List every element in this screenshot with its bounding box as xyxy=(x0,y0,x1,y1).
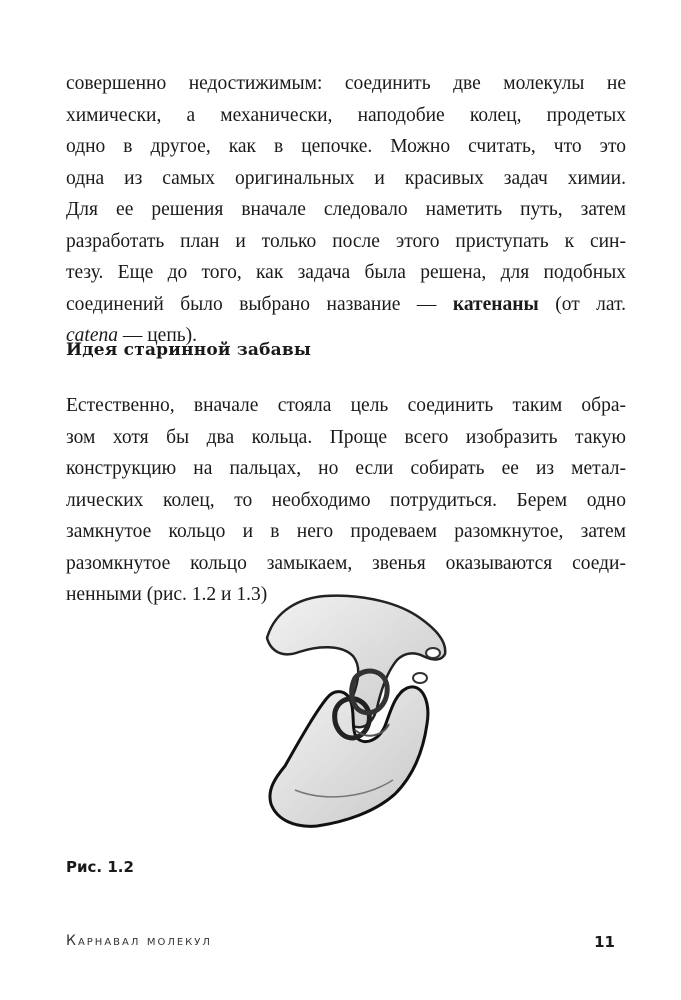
page-number: 11 xyxy=(594,933,615,951)
text-line: Естественно, вначале стояла цель соединить таким обра- xyxy=(66,395,626,416)
text-line: разработать план и только после этого приступать к син- xyxy=(66,230,626,252)
text-line: конструкцию на пальцах, но если собирать ее из метал- xyxy=(66,458,626,479)
text-line xyxy=(66,289,626,321)
section-heading: Идея старинной забавы xyxy=(66,340,312,360)
text-line: химически, а механически, наподобие колец, продетых xyxy=(66,104,626,126)
paragraph-1 xyxy=(66,68,626,352)
text-line: Для ее решения вначале следовало наметить путь, затем xyxy=(66,199,626,220)
hands-interlocked-rings-illustration xyxy=(255,590,465,830)
text-run: — цепь). xyxy=(117,325,198,346)
figure-caption: Рис. 1.2 xyxy=(66,858,134,876)
running-footer-title: Карнавал молекул xyxy=(66,933,212,949)
latin-term: catena xyxy=(66,325,118,346)
text-line: разомкнутое кольцо замыкаем, звенья оказываются соеди- xyxy=(66,552,626,574)
text-line: тезу. Еще до того, как задача была решена, для подобных xyxy=(66,262,626,283)
text-line: совершенно недостижимым: соединить две молекулы не xyxy=(66,73,626,94)
text-line: зом хотя бы два кольца. Проще всего изобразить такую xyxy=(66,426,626,448)
text-line: замкнутое кольцо и в него продеваем разомкнутое, затем xyxy=(66,521,626,542)
text-run: (от лат. xyxy=(538,293,626,315)
text-line: лических колец, то необходимо потрудиться. Берем одно xyxy=(66,489,626,511)
text-line: одна из самых оригинальных и красивых задач химии. xyxy=(66,167,626,189)
term-catenanes: катенаны xyxy=(452,293,539,315)
paragraph-2 xyxy=(66,390,626,611)
text-line: ненными (рис. 1.2 и 1.3) xyxy=(66,584,268,605)
text-run: соединений было выбрано название — xyxy=(66,293,453,315)
text-line: одно в другое, как в цепочке. Можно считать, что это xyxy=(66,136,626,157)
